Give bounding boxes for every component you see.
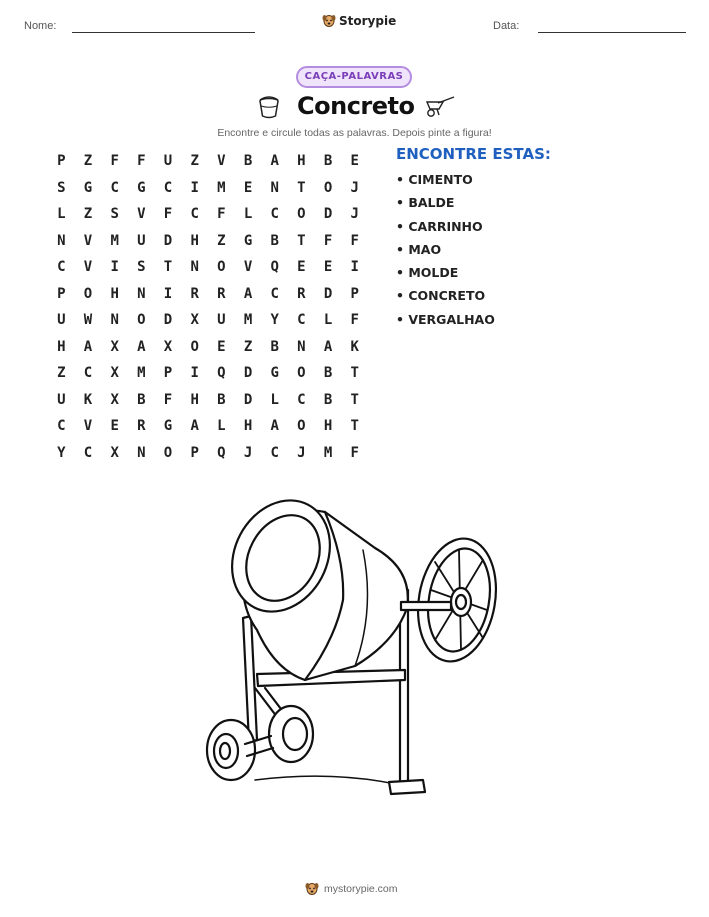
cement-mixer-illustration[interactable] <box>195 490 515 802</box>
grid-letter[interactable]: E <box>217 338 226 355</box>
grid-letter[interactable]: O <box>297 206 306 223</box>
grid-letter[interactable]: Z <box>57 365 66 382</box>
grid-letter[interactable]: G <box>243 232 253 249</box>
grid-letter[interactable]: X <box>163 338 173 355</box>
grid-letter[interactable]: H <box>323 418 333 435</box>
grid-letter[interactable]: H <box>190 391 199 408</box>
grid-letter[interactable]: C <box>297 312 306 329</box>
grid-letter[interactable]: V <box>137 206 146 223</box>
footer <box>305 881 398 896</box>
grid-letter[interactable]: P <box>350 285 359 302</box>
grid-letter[interactable]: P <box>190 444 199 461</box>
grid-letter[interactable]: R <box>217 285 226 302</box>
grid-letter[interactable]: X <box>110 365 119 382</box>
grid-letter[interactable]: U <box>217 312 226 329</box>
word-item: • CARRINHO <box>396 218 483 234</box>
grid-letter[interactable]: Z <box>83 206 93 223</box>
grid-letter[interactable]: P <box>57 285 66 302</box>
grid-letter[interactable]: T <box>297 179 306 196</box>
instructions-text: Encontre e circule todas as palavras. Depois pinte a figura! <box>217 127 492 139</box>
grid-letter[interactable]: J <box>350 206 359 223</box>
grid-letter[interactable]: O <box>323 179 333 196</box>
grid-letter[interactable]: T <box>350 365 359 382</box>
grid-letter[interactable]: I <box>190 365 199 382</box>
grid-letter[interactable]: A <box>270 418 279 435</box>
grid-letter[interactable]: F <box>350 232 359 249</box>
grid-row <box>48 360 368 387</box>
grid-letter[interactable]: B <box>270 232 279 249</box>
grid-letter[interactable]: D <box>323 285 333 302</box>
word-list-title: ENCONTRE ESTAS: <box>396 145 551 163</box>
name-line[interactable] <box>72 32 255 33</box>
grid-letter[interactable]: B <box>270 338 279 355</box>
grid-row <box>48 334 368 361</box>
grid-letter[interactable]: Q <box>270 259 279 276</box>
grid-letter[interactable]: O <box>297 365 306 382</box>
grid-letter[interactable]: C <box>110 179 119 196</box>
grid-letter[interactable]: D <box>163 232 173 249</box>
grid-letter[interactable]: P <box>57 153 66 170</box>
grid-letter[interactable]: N <box>270 179 279 196</box>
grid-letter[interactable]: J <box>350 179 359 196</box>
word-item: • MAO <box>396 241 442 257</box>
grid-letter[interactable]: F <box>163 206 173 223</box>
grid-letter[interactable]: F <box>110 153 119 170</box>
grid-letter[interactable]: G <box>163 418 173 435</box>
grid-letter[interactable]: L <box>270 391 279 408</box>
grid-letter[interactable]: N <box>137 285 146 302</box>
name-label: Nome: <box>24 20 57 32</box>
grid-row <box>48 440 368 467</box>
date-line[interactable] <box>538 32 686 33</box>
grid-letter[interactable]: C <box>163 179 173 196</box>
grid-letter[interactable]: E <box>110 418 119 435</box>
grid-letter[interactable]: V <box>83 232 93 249</box>
grid-letter[interactable]: F <box>350 312 359 329</box>
grid-letter[interactable]: C <box>270 206 279 223</box>
grid-letter[interactable]: A <box>83 338 93 355</box>
grid-letter[interactable]: A <box>270 153 279 170</box>
grid-letter[interactable]: H <box>110 285 119 302</box>
grid-letter[interactable]: G <box>137 179 146 196</box>
grid-letter[interactable]: O <box>137 312 146 329</box>
grid-letter[interactable]: O <box>163 444 173 461</box>
grid-letter[interactable]: C <box>270 444 279 461</box>
grid-letter[interactable]: A <box>323 338 333 355</box>
dog-mascot-icon <box>305 881 319 896</box>
grid-letter[interactable]: H <box>190 232 199 249</box>
grid-letter[interactable]: Y <box>57 444 66 461</box>
grid-letter[interactable]: M <box>217 179 226 196</box>
grid-letter[interactable]: O <box>190 338 199 355</box>
grid-letter[interactable]: M <box>137 365 146 382</box>
grid-letter[interactable]: B <box>323 391 333 408</box>
grid-letter[interactable]: B <box>243 153 253 170</box>
grid-letter[interactable]: R <box>137 418 146 435</box>
grid-letter[interactable]: U <box>163 153 173 170</box>
grid-letter[interactable]: O <box>217 259 226 276</box>
grid-letter[interactable]: G <box>270 365 279 382</box>
grid-letter[interactable]: I <box>350 259 359 276</box>
grid-letter[interactable]: T <box>350 391 359 408</box>
grid-row <box>48 148 368 175</box>
grid-letter[interactable]: X <box>110 338 119 355</box>
grid-letter[interactable]: S <box>57 179 66 196</box>
grid-row <box>48 413 368 440</box>
grid-letter[interactable]: C <box>297 391 306 408</box>
grid-letter[interactable]: P <box>163 365 173 382</box>
grid-letter[interactable]: B <box>323 365 333 382</box>
grid-letter[interactable]: M <box>243 312 253 329</box>
grid-letter[interactable]: N <box>190 259 199 276</box>
grid-letter[interactable]: C <box>57 418 66 435</box>
grid-row <box>48 281 368 308</box>
grid-letter[interactable]: Z <box>217 232 226 249</box>
grid-letter[interactable]: L <box>217 418 226 435</box>
grid-letter[interactable]: X <box>110 391 119 408</box>
grid-letter[interactable]: F <box>323 232 333 249</box>
grid-letter[interactable]: D <box>323 206 333 223</box>
grid-letter[interactable]: Z <box>83 153 93 170</box>
grid-letter[interactable]: K <box>83 391 93 408</box>
grid-letter[interactable]: D <box>163 312 173 329</box>
grid-letter[interactable]: T <box>297 232 306 249</box>
category-badge: CAÇA-PALAVRAS <box>296 66 412 88</box>
grid-letter[interactable]: V <box>83 259 93 276</box>
grid-letter[interactable]: J <box>297 444 306 461</box>
wheelbarrow-icon <box>423 94 457 118</box>
grid-letter[interactable]: Q <box>217 365 226 382</box>
grid-letter[interactable]: R <box>297 285 306 302</box>
grid-letter[interactable]: X <box>110 444 119 461</box>
grid-letter[interactable]: E <box>297 259 306 276</box>
grid-letter[interactable]: F <box>137 153 146 170</box>
grid-row <box>48 387 368 414</box>
grid-letter[interactable]: M <box>323 444 333 461</box>
grid-letter[interactable]: E <box>243 179 253 196</box>
grid-letter[interactable]: V <box>243 259 253 276</box>
grid-letter[interactable]: A <box>243 285 253 302</box>
grid-letter[interactable]: U <box>57 391 66 408</box>
grid-letter[interactable]: L <box>243 206 253 223</box>
grid-letter[interactable]: C <box>190 206 199 223</box>
grid-letter[interactable]: C <box>270 285 279 302</box>
grid-letter[interactable]: D <box>243 391 253 408</box>
grid-letter[interactable]: I <box>110 259 119 276</box>
dog-mascot-icon <box>322 13 336 28</box>
brand-name: Storypie <box>339 13 397 28</box>
grid-letter[interactable]: H <box>57 338 66 355</box>
grid-letter[interactable]: S <box>110 206 119 223</box>
grid-letter[interactable]: D <box>243 365 253 382</box>
grid-letter[interactable]: S <box>137 259 146 276</box>
word-item: • BALDE <box>396 195 455 211</box>
word-search-grid[interactable] <box>48 148 368 466</box>
word-item: • MOLDE <box>396 265 459 281</box>
word-item: • VERGALHAO <box>396 311 495 327</box>
grid-letter[interactable]: R <box>190 285 199 302</box>
grid-letter[interactable]: O <box>83 285 93 302</box>
grid-letter[interactable]: E <box>323 259 333 276</box>
grid-letter[interactable]: I <box>190 179 199 196</box>
grid-letter[interactable]: W <box>83 312 93 329</box>
grid-letter[interactable]: T <box>350 418 359 435</box>
grid-letter[interactable]: M <box>110 232 119 249</box>
brand-logo <box>322 13 396 28</box>
grid-letter[interactable]: T <box>163 259 173 276</box>
grid-letter[interactable]: U <box>137 232 146 249</box>
grid-letter[interactable]: E <box>350 153 359 170</box>
grid-letter[interactable]: O <box>297 418 306 435</box>
grid-letter[interactable]: N <box>297 338 306 355</box>
grid-letter[interactable]: Z <box>243 338 253 355</box>
grid-letter[interactable]: I <box>163 285 173 302</box>
grid-letter[interactable]: N <box>110 312 119 329</box>
grid-letter[interactable]: X <box>190 312 199 329</box>
grid-letter[interactable]: F <box>350 444 359 461</box>
word-list <box>396 170 495 333</box>
grid-letter[interactable]: C <box>83 444 93 461</box>
grid-row <box>48 228 368 255</box>
date-label: Data: <box>493 20 520 32</box>
grid-letter[interactable]: B <box>137 391 146 408</box>
grid-letter[interactable]: A <box>190 418 199 435</box>
grid-letter[interactable]: N <box>137 444 146 461</box>
grid-letter[interactable]: C <box>57 259 66 276</box>
grid-letter[interactable]: F <box>163 391 173 408</box>
word-item: • CIMENTO <box>396 172 473 187</box>
grid-letter[interactable]: U <box>57 312 66 329</box>
bucket-icon <box>256 92 282 120</box>
grid-letter[interactable]: A <box>137 338 146 355</box>
grid-letter[interactable]: K <box>350 338 359 355</box>
grid-letter[interactable]: F <box>217 206 226 223</box>
grid-letter[interactable]: B <box>323 153 333 170</box>
grid-letter[interactable]: B <box>217 391 226 408</box>
grid-row <box>48 307 368 334</box>
grid-letter[interactable]: H <box>243 418 253 435</box>
grid-letter[interactable]: L <box>57 206 66 223</box>
grid-letter[interactable]: V <box>83 418 93 435</box>
grid-letter[interactable]: Z <box>190 153 199 170</box>
grid-letter[interactable]: Q <box>217 444 226 461</box>
grid-row <box>48 175 368 202</box>
word-item: • CONCRETO <box>396 288 486 304</box>
footer-url[interactable]: mystorypie.com <box>324 882 398 895</box>
grid-row <box>48 254 368 281</box>
grid-letter[interactable]: V <box>217 153 226 170</box>
grid-letter[interactable]: Y <box>270 312 279 329</box>
grid-letter[interactable]: C <box>83 365 93 382</box>
grid-letter[interactable]: N <box>57 232 66 249</box>
grid-letter[interactable]: J <box>243 444 253 461</box>
page-title: Concreto <box>297 92 415 120</box>
grid-letter[interactable]: G <box>83 179 93 196</box>
grid-letter[interactable]: H <box>297 153 306 170</box>
grid-letter[interactable]: L <box>323 312 333 329</box>
grid-row <box>48 201 368 228</box>
